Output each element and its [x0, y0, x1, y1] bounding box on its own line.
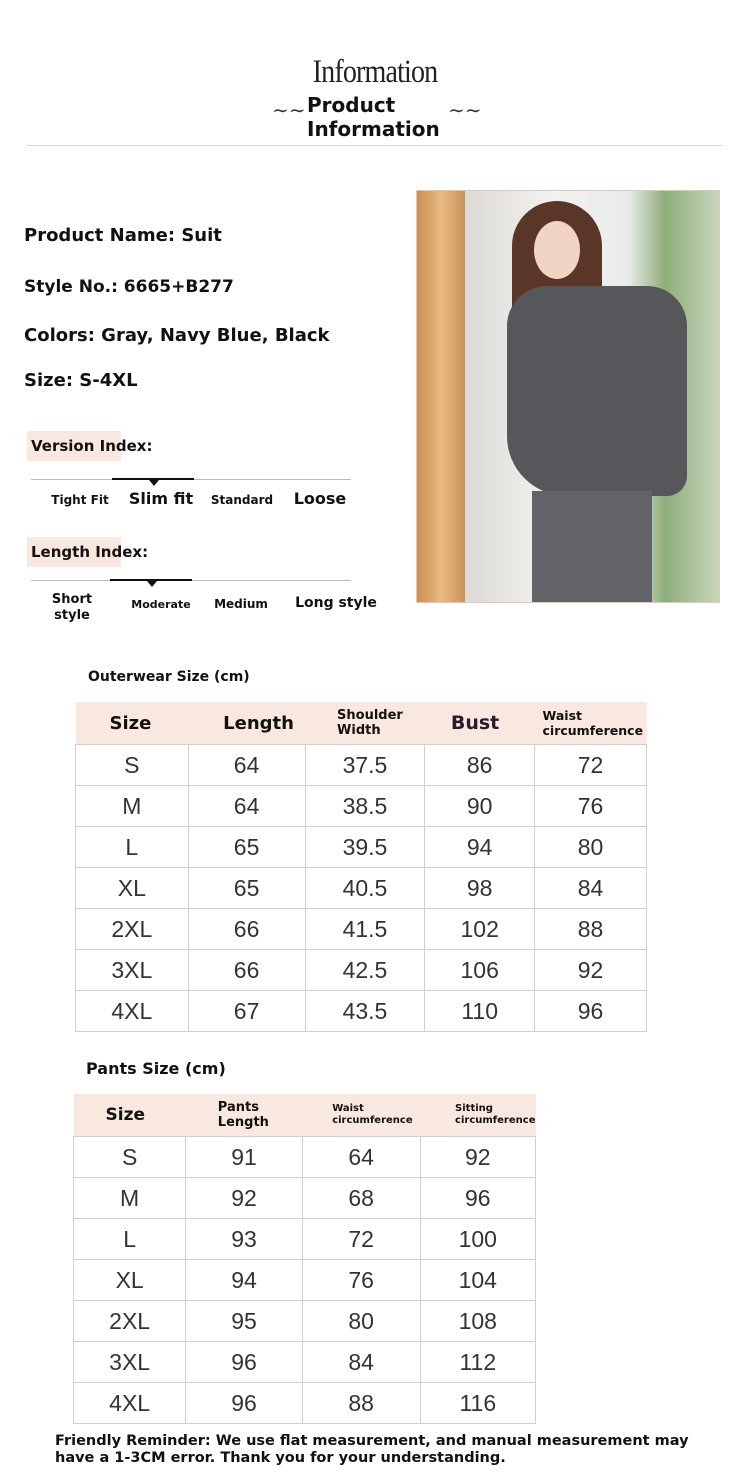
table-cell: 98 — [425, 868, 535, 909]
table-cell: 84 — [302, 1342, 420, 1383]
table-cell: 64 — [302, 1137, 420, 1178]
length-index-label: Length Index: — [27, 537, 121, 567]
subtitle-line-2: Information — [307, 117, 440, 141]
section-subtitle — [307, 93, 440, 141]
table-cell: L — [76, 827, 189, 868]
pants-table-title: Pants Size (cm) — [86, 1059, 226, 1078]
table-cell: 65 — [188, 868, 305, 909]
table-cell: M — [76, 786, 189, 827]
outerwear-table-title: Outerwear Size (cm) — [88, 669, 250, 685]
table-cell: 42.5 — [305, 950, 425, 991]
table-cell: 43.5 — [305, 991, 425, 1032]
table-row — [74, 1219, 536, 1260]
table-cell: 66 — [188, 950, 305, 991]
photo-jacket — [507, 286, 687, 496]
table-row — [76, 745, 647, 786]
ornament-right-icon: ∼∼ — [448, 98, 482, 122]
ornament-left-icon: ∼∼ — [272, 98, 306, 122]
table-header-row — [76, 702, 647, 745]
product-size: Size: S-4XL — [24, 370, 138, 391]
table-cell: 96 — [186, 1383, 302, 1424]
table-cell: 68 — [302, 1178, 420, 1219]
table-cell: 67 — [188, 991, 305, 1032]
table-cell: 3XL — [76, 950, 189, 991]
table-cell: 38.5 — [305, 786, 425, 827]
table-header-row — [74, 1094, 536, 1137]
table-row — [74, 1301, 536, 1342]
header-sitting: Sitting circumference — [420, 1094, 535, 1137]
table-cell: S — [74, 1137, 186, 1178]
table-row — [76, 868, 647, 909]
header-bust: Bust — [425, 702, 535, 745]
version-option: Tight Fit — [51, 493, 109, 507]
photo-face — [534, 221, 580, 279]
product-photo — [416, 190, 720, 603]
table-cell: 92 — [535, 950, 647, 991]
table-cell: 92 — [186, 1178, 302, 1219]
table-cell: 108 — [420, 1301, 535, 1342]
subtitle-line-1: Product — [307, 93, 396, 117]
table-cell: S — [76, 745, 189, 786]
table-cell: 40.5 — [305, 868, 425, 909]
header-size: Size — [76, 702, 189, 745]
table-cell: 96 — [420, 1178, 535, 1219]
pants-size-table — [73, 1094, 536, 1424]
table-row — [76, 950, 647, 991]
length-option: Short style — [51, 592, 93, 623]
version-pointer-icon — [149, 480, 159, 486]
table-cell: L — [74, 1219, 186, 1260]
table-cell: 64 — [188, 786, 305, 827]
table-cell: 92 — [420, 1137, 535, 1178]
table-cell: 41.5 — [305, 909, 425, 950]
table-cell: 72 — [535, 745, 647, 786]
length-option: Long style — [295, 595, 377, 611]
table-cell: 66 — [188, 909, 305, 950]
section-title: Information — [312, 54, 438, 90]
table-cell: 104 — [420, 1260, 535, 1301]
header-length: Length — [188, 702, 305, 745]
table-cell: 106 — [425, 950, 535, 991]
table-cell: 94 — [425, 827, 535, 868]
header-waist: Waist circumference — [302, 1094, 420, 1137]
style-number: Style No.: 6665+B277 — [24, 277, 234, 297]
table-cell: XL — [74, 1260, 186, 1301]
table-cell: 65 — [188, 827, 305, 868]
header-shoulder-width: Shoulder Width — [305, 702, 425, 745]
table-cell: 72 — [302, 1219, 420, 1260]
table-row — [76, 991, 647, 1032]
table-row — [74, 1383, 536, 1424]
table-cell: 64 — [188, 745, 305, 786]
product-colors: Colors: Gray, Navy Blue, Black — [24, 325, 330, 346]
table-cell: 2XL — [74, 1301, 186, 1342]
table-cell: 116 — [420, 1383, 535, 1424]
divider — [27, 145, 723, 146]
table-cell: 110 — [425, 991, 535, 1032]
version-option-selected: Slim fit — [128, 489, 194, 508]
table-cell: 37.5 — [305, 745, 425, 786]
table-cell: 84 — [535, 868, 647, 909]
version-index-label: Version Index: — [27, 431, 121, 461]
header-pants-length: Pants Length — [186, 1094, 302, 1137]
length-pointer-icon — [147, 581, 157, 587]
photo-pants — [532, 491, 652, 602]
table-cell: 76 — [302, 1260, 420, 1301]
table-row — [76, 786, 647, 827]
table-cell: 88 — [302, 1383, 420, 1424]
outerwear-size-table — [75, 702, 647, 1032]
header-size: Size — [74, 1094, 186, 1137]
table-cell: 4XL — [76, 991, 189, 1032]
table-cell: 90 — [425, 786, 535, 827]
table-cell: 112 — [420, 1342, 535, 1383]
table-cell: 76 — [535, 786, 647, 827]
table-cell: 93 — [186, 1219, 302, 1260]
table-cell: 102 — [425, 909, 535, 950]
table-cell: 96 — [535, 991, 647, 1032]
table-cell: 91 — [186, 1137, 302, 1178]
table-row — [74, 1178, 536, 1219]
table-cell: XL — [76, 868, 189, 909]
header-waist: Waist circumference — [535, 702, 647, 745]
table-cell: 88 — [535, 909, 647, 950]
length-option-selected: Moderate — [131, 598, 191, 611]
friendly-reminder: Friendly Reminder: We use flat measurement, and manual measurement may have a 1-3CM error. Thank you for your understanding. — [55, 1433, 689, 1466]
table-row — [74, 1342, 536, 1383]
table-cell: 80 — [535, 827, 647, 868]
table-cell: 94 — [186, 1260, 302, 1301]
photo-pillar — [417, 191, 465, 602]
table-row — [74, 1260, 536, 1301]
version-option: Standard — [210, 493, 274, 507]
table-cell: M — [74, 1178, 186, 1219]
table-row — [76, 909, 647, 950]
table-cell: 96 — [186, 1342, 302, 1383]
table-cell: 39.5 — [305, 827, 425, 868]
table-cell: 100 — [420, 1219, 535, 1260]
table-cell: 80 — [302, 1301, 420, 1342]
version-option: Loose — [293, 489, 347, 508]
product-name: Product Name: Suit — [24, 225, 222, 246]
table-row — [76, 827, 647, 868]
table-cell: 95 — [186, 1301, 302, 1342]
table-cell: 4XL — [74, 1383, 186, 1424]
length-option: Medium — [214, 597, 268, 611]
table-cell: 86 — [425, 745, 535, 786]
table-cell: 3XL — [74, 1342, 186, 1383]
table-cell: 2XL — [76, 909, 189, 950]
table-row — [74, 1137, 536, 1178]
